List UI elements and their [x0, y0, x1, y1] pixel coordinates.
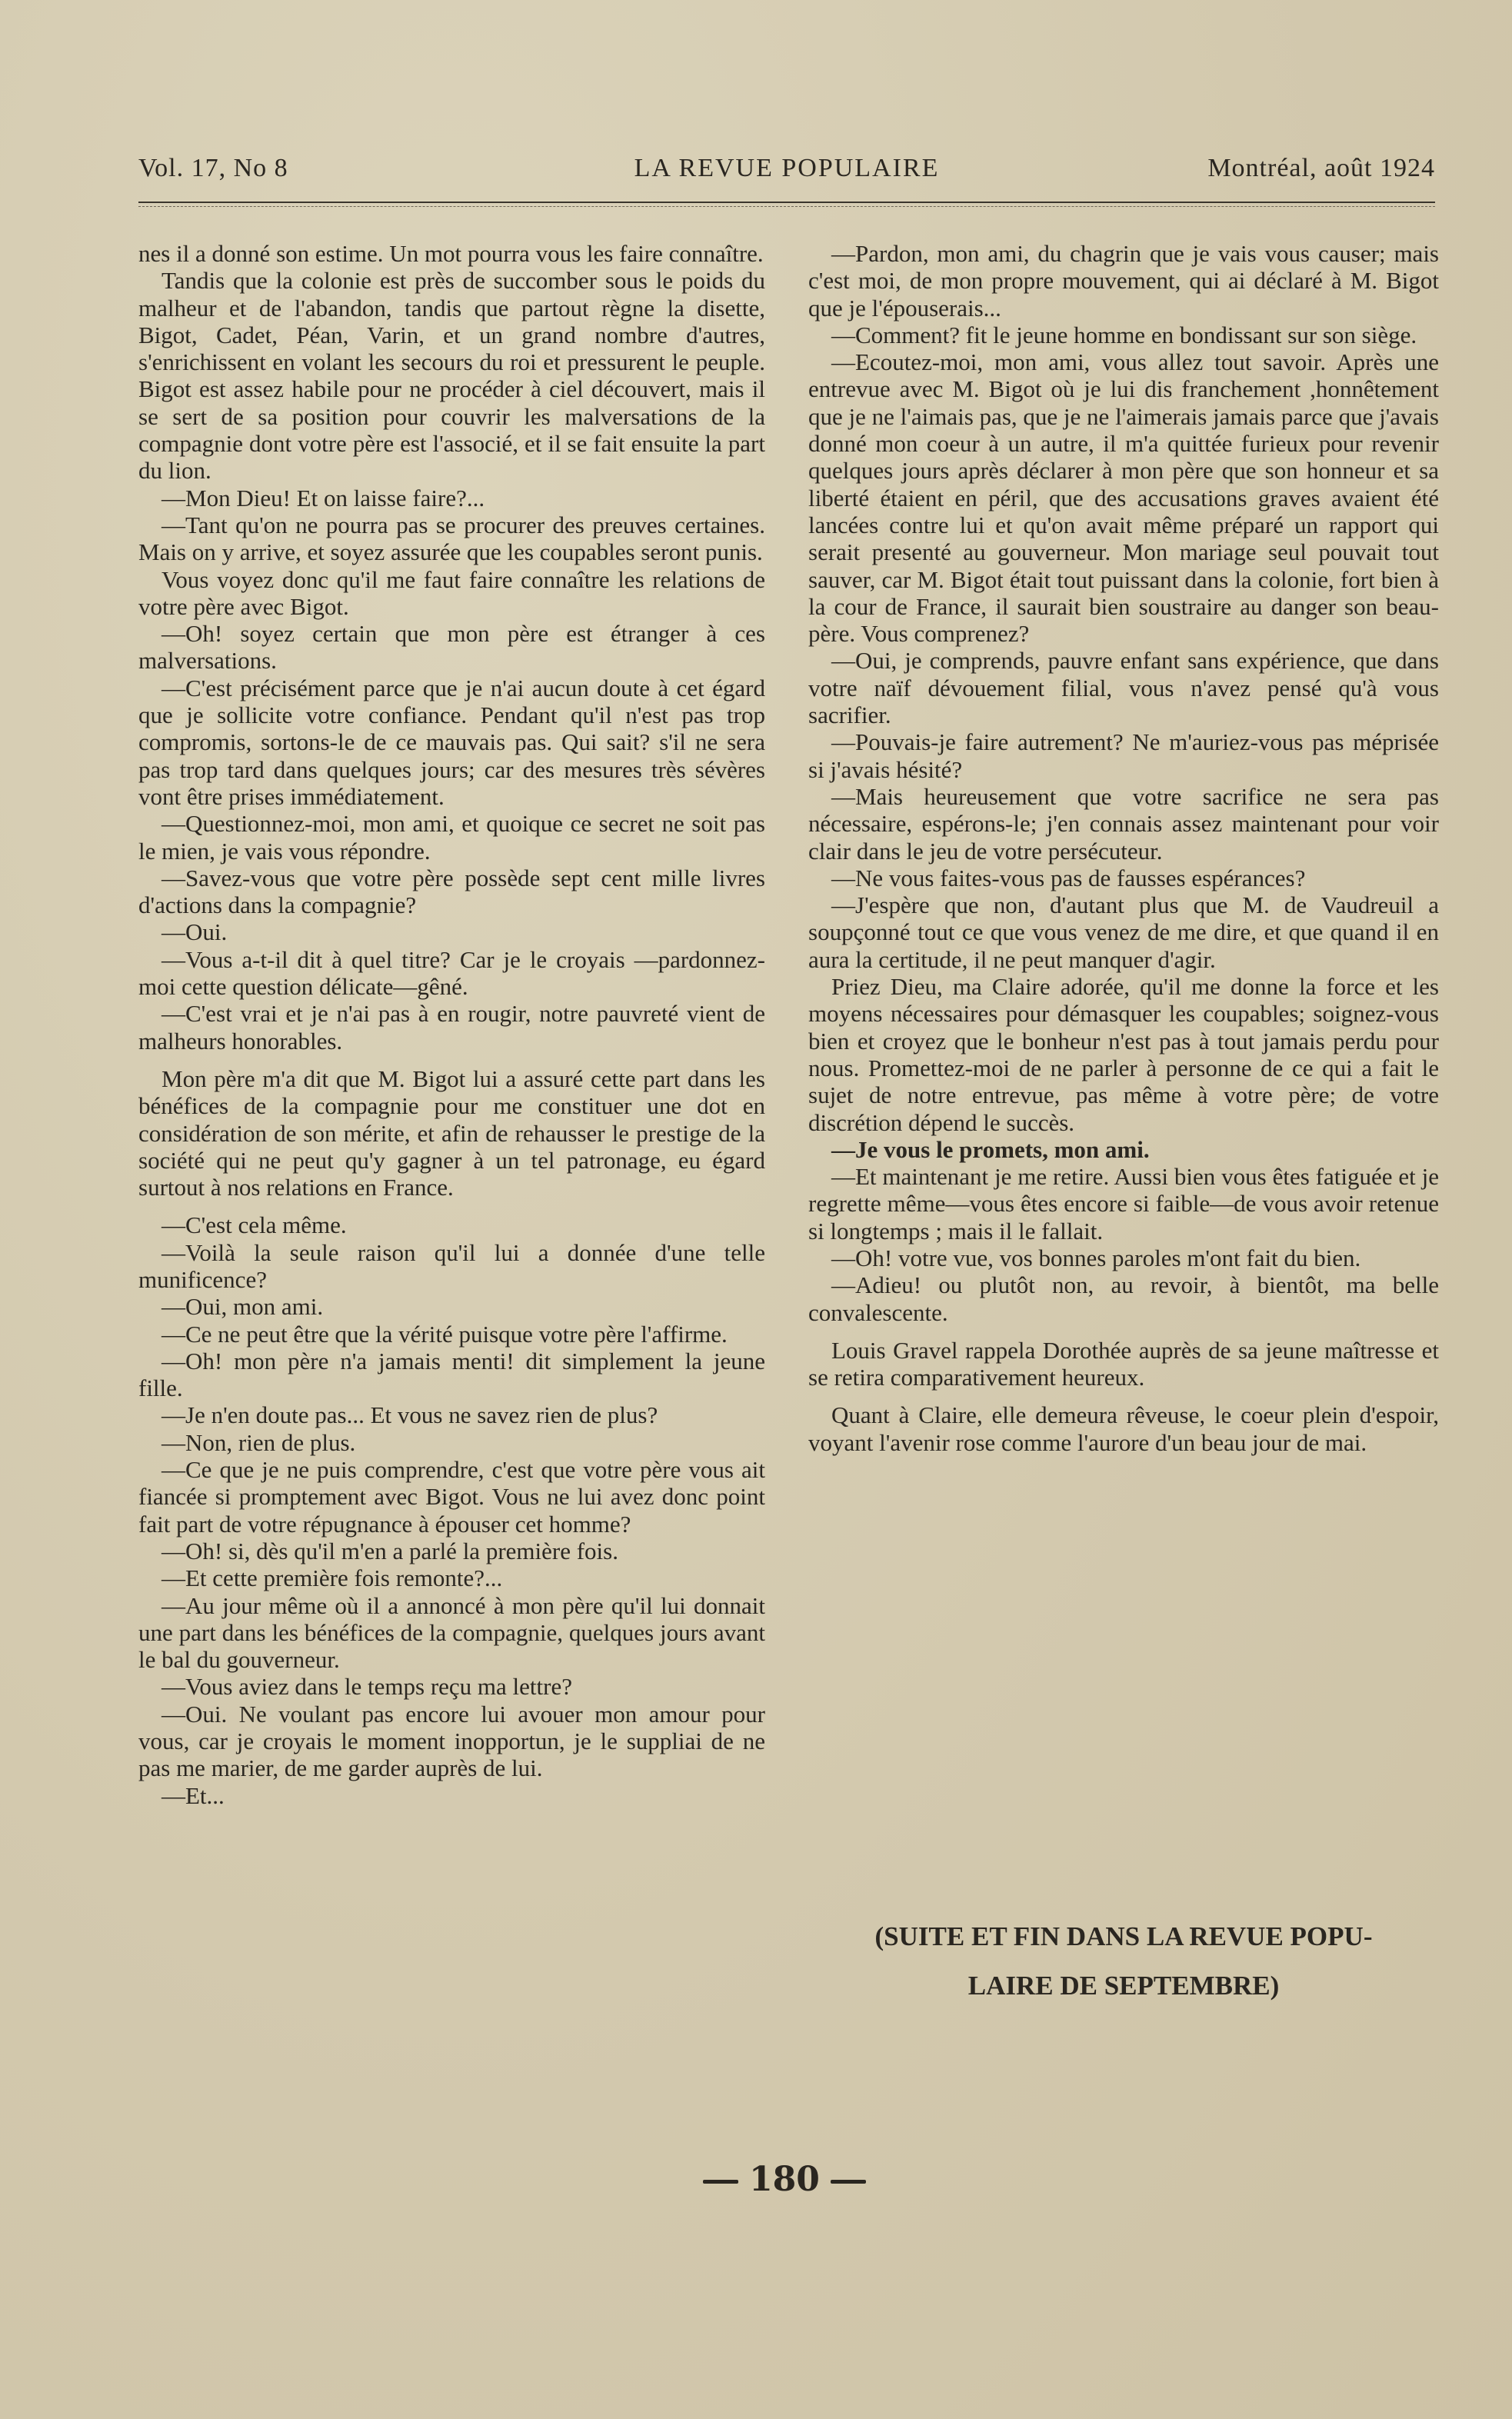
paragraph: —Pouvais-je faire autrement? Ne m'auriez-vous pas méprisée si j'avais hésité?	[808, 728, 1439, 783]
paragraph: —Et...	[162, 1781, 225, 1809]
paragraph: Priez Dieu, ma Claire adorée, qu'il me donne la force et les moyens nécessaires pour démasquer les coupables; soignez-vous bien et croyez que le bonheur n'est pas à tout jamais perdu pour nous. Promettez-moi de ne parler à personne de ce qui a fait le sujet de notre entrevue, pas même à votre père; de votre discrétion dépend le succès.	[808, 973, 1439, 1136]
magazine-title: LA REVUE POPULAIRE	[634, 154, 940, 182]
paragraph: —Mais heureusement que votre sacrifice ne sera pas nécessaire, espérons-le; j'en connais assez maintenant pour voir clair dans le jeu de votre persécuteur.	[808, 782, 1439, 865]
paragraph: Louis Gravel rappela Dorothée auprès de sa jeune maîtresse et se retira comparativement heureux.	[808, 1336, 1439, 1391]
page-number	[684, 2160, 884, 2206]
place-date: Montréal, août 1924	[1207, 154, 1435, 182]
paragraph: —Questionnez-moi, mon ami, et quoique ce secret ne soit pas le mien, je vais vous répondre.	[138, 810, 765, 865]
paragraph: —Mon Dieu! Et on laisse faire?...	[162, 484, 485, 511]
paragraph: —Ce que je ne puis comprendre, c'est que votre père vous ait fiancée si promptement avec Bigot. Vous ne lui avez donc point fait part de votre répugnance à épouser cet homme?	[138, 1456, 765, 1538]
paragraph: —J'espère que non, d'autant plus que M. de Vaudreuil a soupçonné tout ce que vous venez de me dire, et que quand il en aura la certitude, il ne peut manquer d'agir.	[808, 891, 1439, 973]
page-number-text: 180	[749, 2160, 820, 2199]
paragraph: —Et maintenant je me retire. Aussi bien vous êtes fatiguée et je regrette même—vous êtes encore si faible—de vous avoir retenue si longtemps ; mais il le fallait.	[808, 1163, 1439, 1244]
paragraph: Quant à Claire, elle demeura rêveuse, le coeur plein d'espoir, voyant l'avenir rose comme l'aurore d'un beau jour de mai.	[808, 1401, 1439, 1456]
paragraph: —Au jour même où il a annoncé à mon père qu'il lui donnait une part dans les bénéfices de la compagnie, quelques jours avant le bal du gouverneur.	[138, 1591, 765, 1674]
paragraph: —Comment? fit le jeune homme en bondissant sur son siège.	[831, 321, 1417, 348]
volume-issue: Vol. 17, No 8	[138, 154, 288, 182]
paragraph: —Oh! soyez certain que mon père est étranger à ces malversations.	[138, 620, 765, 675]
paragraph: Tandis que la colonie est près de succomber sous le poids du malheur et de l'abandon, tandis que partout règne la disette, Bigot, Cadet, Péan, Varin, et un grand nombre d'autres, s'enrichissent en volant les secours du roi et pressurent le peuple. Bigot est assez habile pour ne procéder à ciel découvert, mais il se sert de sa position pour couvrir les malversations de la compagnie dont votre père est l'associé, et il se fait ensuite la part du lion.	[138, 267, 765, 485]
paragraph: —Ecoutez-moi, mon ami, vous allez tout savoir. Après une entrevue avec M. Bigot où je lui dis franchement ,honnêtement que je ne l'aimais pas, que je ne l'aimerais jamais parce que j'avais donné mon coeur à un autre, il m'a quittée furieux pour revenir quelques jours après déclarer à mon père que son honneur et sa liberté étaient en péril, que des accusations graves avaient été lancées contre lui et qu'on avait même préparé un rapport qui serait presenté au gouverneur. Mon mariage seul pouvait tout sauver, car M. Bigot était tout puissant dans la colonie, fort bien à la cour de France, il saurait bien soustraire au danger son beau-père. Vous comprenez?	[808, 348, 1439, 648]
right-column	[808, 240, 1439, 1456]
dash-ornament	[703, 2180, 738, 2184]
continuation-line: (SUITE ET FIN DANS LA REVUE POPU-	[874, 1921, 1373, 1951]
continuation-notice	[808, 1912, 1439, 2011]
paragraph: nes il a donné son estime. Un mot pourra vous les faire connaître.	[138, 240, 764, 267]
paragraph: —Ce ne peut être que la vérité puisque votre père l'affirme.	[162, 1320, 728, 1348]
paragraph: —Je n'en doute pas... Et vous ne savez rien de plus?	[162, 1401, 658, 1429]
paragraph: —C'est précisément parce que je n'ai aucun doute à cet égard que je sollicite votre confiance. Pendant qu'il n'est pas trop compromis, sortons-le de ce mauvais pas. Qui sait? s'il ne sera pas trop tard dans quelques jours; car des mesures très sévères vont être prises immédiatement.	[138, 674, 765, 810]
paragraph: —Ne vous faites-vous pas de fausses espérances?	[831, 864, 1306, 891]
paragraph: —Oui. Ne voulant pas encore lui avouer mon amour pour vous, car je croyais le moment inopportun, je le suppliai de ne pas me marier, de me garder auprès de lui.	[138, 1700, 765, 1782]
paragraph: —Oui, mon ami.	[162, 1293, 324, 1321]
paragraph: —C'est cela même.	[162, 1211, 347, 1239]
paragraph: —Pardon, mon ami, du chagrin que je vais vous causer; mais c'est moi, de mon propre mouvement, qui ai déclaré à M. Bigot que je l'épouserais...	[808, 240, 1439, 322]
paragraph: —Oh! si, dès qu'il m'en a parlé la première fois.	[162, 1537, 618, 1564]
paragraph: —Voilà la seule raison qu'il lui a donnée d'une telle munificence?	[138, 1238, 765, 1293]
paragraph: —Oui, je comprends, pauvre enfant sans expérience, que dans votre naïf dévouement filial, vous n'avez pensé qu'à vous sacrifier.	[808, 647, 1439, 729]
header-rule-dashed	[138, 206, 1435, 207]
dash-ornament	[831, 2180, 866, 2184]
left-column	[138, 240, 765, 1809]
continuation-line: LAIRE DE SEPTEMBRE)	[967, 1971, 1280, 2001]
paragraph: Vous voyez donc qu'il me faut faire connaître les relations de votre père avec Bigot.	[138, 565, 765, 620]
header-rule	[138, 202, 1435, 203]
paragraph: —Non, rien de plus.	[162, 1428, 356, 1456]
paragraph: —Vous aviez dans le temps reçu ma lettre?	[162, 1673, 572, 1701]
paragraph: —Tant qu'on ne pourra pas se procurer des preuves certaines. Mais on y arrive, et soyez assurée que les coupables seront punis.	[138, 511, 765, 566]
paragraph: Mon père m'a dit que M. Bigot lui a assuré cette part dans les bénéfices de la compagnie pour me constituer une dot en considération de son mérite, et afin de rehausser le prestige de la société qui ne peut qu'y gagner à un tel patronage, eu égard surtout à nos relations en France.	[138, 1065, 765, 1201]
paragraph: —Oui.	[162, 918, 228, 946]
paragraph: —Je vous le promets, mon ami.	[831, 1135, 1150, 1163]
paragraph: —Adieu! ou plutôt non, au revoir, à bientôt, ma belle convalescente.	[808, 1271, 1439, 1326]
running-header	[138, 154, 1435, 194]
paragraph: —Et cette première fois remonte?...	[162, 1564, 503, 1592]
paragraph: —Oh! mon père n'a jamais menti! dit simplement la jeune fille.	[138, 1347, 765, 1402]
paragraph: —C'est vrai et je n'ai pas à en rougir, notre pauvreté vient de malheurs honorables.	[138, 1000, 765, 1055]
paragraph: —Savez-vous que votre père possède sept cent mille livres d'actions dans la compagnie?	[138, 864, 765, 919]
paragraph: —Vous a-t-il dit à quel titre? Car je le croyais —pardonnez-moi cette question délicate—gêné.	[138, 945, 765, 1001]
paragraph: —Oh! votre vue, vos bonnes paroles m'ont fait du bien.	[831, 1244, 1361, 1271]
